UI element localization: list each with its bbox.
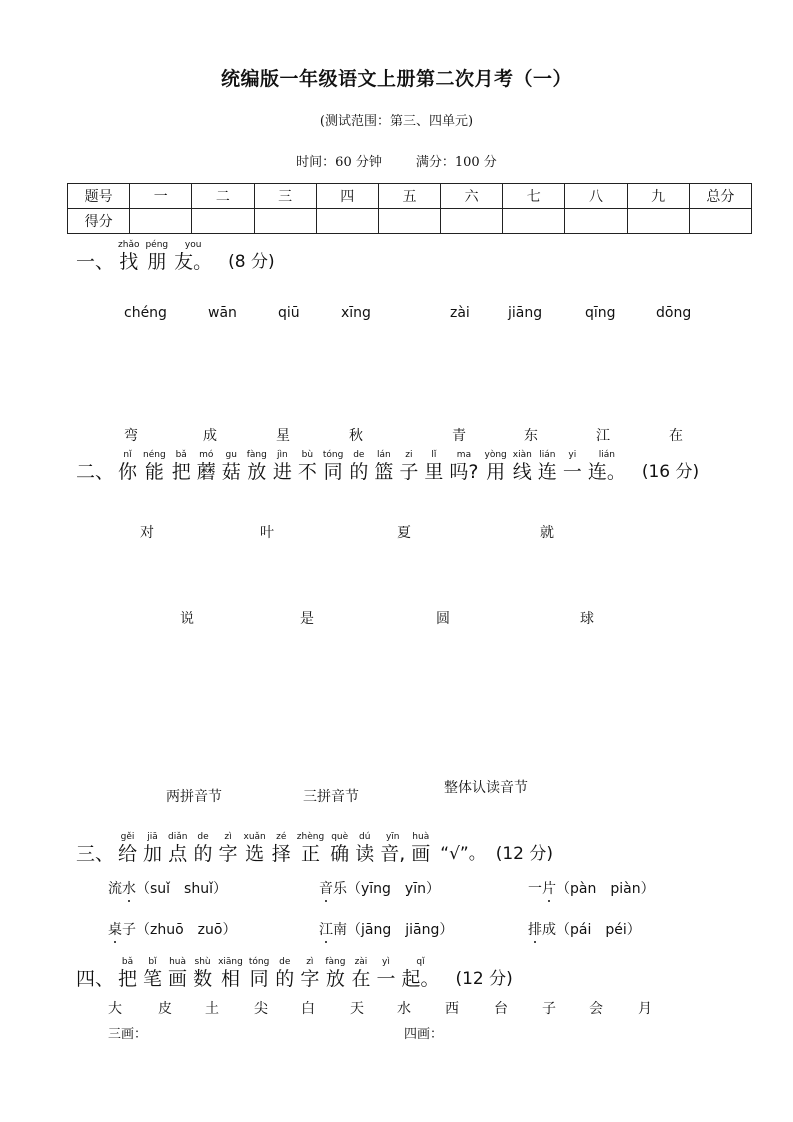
cell: 六	[441, 184, 503, 209]
four-strokes-label: 四画：	[404, 1027, 444, 1042]
score-table-header-row	[68, 184, 752, 209]
ruby-char: zì 字	[300, 957, 320, 990]
ruby-char: jìn 进	[272, 450, 292, 483]
score-cell[interactable]	[565, 209, 627, 234]
pinyin-item: jiāng	[508, 305, 543, 321]
ruby-char: gu 菇	[221, 450, 241, 483]
score-cell[interactable]	[441, 209, 503, 234]
ruby-char: xiāng 相	[218, 957, 243, 990]
ruby-char: zhèng 正	[296, 832, 325, 865]
score-cell[interactable]	[254, 209, 316, 234]
ruby-char: diǎn 点	[168, 832, 188, 865]
ruby-char: zhǎo 找	[118, 240, 140, 273]
ruby-char: de 的	[349, 450, 369, 483]
mushroom-char[interactable]: 球	[580, 611, 594, 627]
section2-heading	[76, 450, 699, 482]
hanzi-item: 成	[203, 428, 217, 444]
pinyin-item: zài	[450, 305, 470, 321]
ruby-char: zì 字	[218, 832, 238, 865]
score-cell[interactable]	[192, 209, 254, 234]
hanzi-item: 星	[276, 428, 290, 444]
ruby-char: jiā 加	[143, 832, 163, 865]
ruby-char: mó 蘑	[196, 450, 216, 483]
ruby-char: bǎ 把	[118, 957, 138, 990]
score-table	[67, 183, 752, 234]
basket-label-text: 三拼音节	[303, 789, 359, 805]
stroke-word: 土	[205, 1001, 219, 1017]
mushroom-char[interactable]: 圆	[436, 611, 450, 627]
basket-label[interactable]	[166, 786, 222, 805]
ruby-char: ma 吗?	[449, 450, 479, 483]
cell: 一	[130, 184, 192, 209]
pinyin-item: dōng	[656, 305, 692, 321]
score-cell[interactable]	[130, 209, 192, 234]
stroke-word: 水	[397, 1001, 411, 1017]
cell: 总分	[689, 184, 751, 209]
score-cell[interactable]	[627, 209, 689, 234]
reading-options[interactable]: （suǐ shuǐ）	[136, 881, 227, 897]
stroke-word: 天	[350, 1001, 364, 1017]
mushroom-char[interactable]: 就	[540, 525, 554, 541]
ruby-char: qǐ 起。	[401, 957, 440, 990]
mushroom-char[interactable]: 说	[180, 611, 194, 627]
hanzi-item: 弯	[124, 428, 138, 444]
section-number: 四、	[76, 968, 115, 990]
ruby-char: nǐ 你	[118, 450, 138, 483]
test-scope: (测试范围：第三、四单元)	[319, 114, 474, 129]
ruby-char: tóng 同	[322, 450, 344, 483]
reading-options[interactable]: （jāng jiāng）	[347, 922, 454, 938]
section-number: 二、	[76, 461, 115, 483]
ruby-char: fàng 放	[246, 450, 267, 483]
ruby-char: xiàn 线	[512, 450, 532, 483]
ruby-char: zài 在	[351, 957, 371, 990]
ruby-char: gěi 给	[118, 832, 138, 865]
mushroom-char[interactable]: 对	[140, 525, 154, 541]
stroke-word: 西	[445, 1001, 459, 1017]
ruby-char: huà 画	[411, 832, 431, 865]
section-score: (12 分)	[455, 969, 513, 989]
pinyin-item: xīng	[341, 305, 371, 321]
score-cell[interactable]	[378, 209, 440, 234]
score-cell[interactable]	[689, 209, 751, 234]
score-table-score-row	[68, 209, 752, 234]
full-score: 满分：100 分	[415, 155, 497, 170]
section-score: (12 分)	[495, 844, 554, 864]
ruby-char: huà 画	[168, 957, 188, 990]
cell: 七	[503, 184, 565, 209]
ruby-char: péng 朋	[145, 240, 169, 273]
stroke-word: 皮	[158, 1001, 172, 1017]
stroke-word: 大	[108, 1001, 122, 1017]
reading-item: 音乐（yīng yīn）	[319, 881, 440, 897]
pinyin-item: wān	[208, 305, 237, 321]
ruby-char: zi 子	[399, 450, 419, 483]
stroke-word: 子	[542, 1001, 556, 1017]
reading-item: 江南（jāng jiāng）	[319, 922, 454, 938]
hanzi-item: 青	[452, 428, 466, 444]
ruby-char: de 的	[275, 957, 295, 990]
stroke-word: 尖	[254, 1001, 268, 1017]
ruby-char: yīn 音,	[380, 832, 406, 865]
stroke-word: 月	[638, 1001, 652, 1017]
cell: 八	[565, 184, 627, 209]
time-info	[0, 151, 793, 170]
ruby-char: yi 一	[562, 450, 582, 483]
ruby-char: dú 读	[355, 832, 375, 865]
stroke-word: 会	[589, 1001, 603, 1017]
reading-item: 桌子（zhuō zuō）	[108, 922, 237, 938]
mushroom-char[interactable]: 夏	[397, 525, 411, 541]
section-score: (16 分)	[641, 462, 700, 482]
time-limit: 时间：60 分钟	[296, 155, 382, 170]
cell: 二	[192, 184, 254, 209]
section-score: (8 分)	[228, 252, 275, 272]
cell: 九	[627, 184, 689, 209]
cell: 题号	[68, 184, 130, 209]
cell: 五	[378, 184, 440, 209]
three-strokes-label: 三画：	[108, 1027, 148, 1042]
score-cell[interactable]	[316, 209, 378, 234]
section1-heading	[76, 240, 275, 272]
ruby-char: lián 连。	[587, 450, 626, 483]
section-number: 一、	[76, 251, 115, 273]
ruby-char: bǐ 笔	[143, 957, 163, 990]
stroke-word: 台	[494, 1001, 508, 1017]
stroke-word: 白	[301, 1001, 315, 1017]
reading-item: 流水（suǐ shuǐ）	[108, 881, 227, 897]
reading-options[interactable]: （pái péi）	[556, 922, 641, 938]
ruby-char: què 确	[330, 832, 350, 865]
cell: 得分	[68, 209, 130, 234]
ruby-char: you 友。	[174, 240, 213, 273]
section3-heading	[76, 832, 553, 864]
pinyin-item: chéng	[124, 305, 167, 321]
ruby-char: zé 择	[271, 832, 291, 865]
reading-options[interactable]: （yīng yīn）	[347, 881, 440, 897]
ruby-char: xuǎn 选	[243, 832, 266, 865]
hanzi-item: 东	[524, 428, 538, 444]
hanzi-item: 在	[669, 428, 683, 444]
four-strokes-answer[interactable]	[456, 1022, 676, 1040]
cell: 三	[254, 184, 316, 209]
ruby-char: tóng 同	[248, 957, 270, 990]
ruby-char: lán 篮	[374, 450, 394, 483]
hanzi-item: 江	[596, 428, 610, 444]
ruby-char: yì 一	[376, 957, 396, 990]
section4-heading	[76, 957, 513, 989]
reading-item: 排成（pái péi）	[528, 922, 641, 938]
score-cell[interactable]	[503, 209, 565, 234]
section-number: 三、	[76, 843, 115, 865]
mushroom-char[interactable]: 叶	[260, 525, 274, 541]
reading-options[interactable]: （zhuō zuō）	[136, 922, 237, 938]
cell: 四	[316, 184, 378, 209]
ruby-char: shù 数	[193, 957, 213, 990]
ruby-char: lián 连	[537, 450, 557, 483]
ruby-char: fàng 放	[325, 957, 346, 990]
checkmark-instruction: “√”。	[440, 844, 486, 864]
pinyin-item: qiū	[278, 305, 300, 321]
ruby-char: néng 能	[143, 450, 166, 483]
reading-options[interactable]: （pàn piàn）	[556, 881, 655, 897]
three-strokes-answer[interactable]	[160, 1022, 380, 1040]
pinyin-item: qīng	[585, 305, 616, 321]
page-title: 统编版一年级语文上册第二次月考（一）	[220, 68, 572, 90]
ruby-char: lǐ 里	[424, 450, 444, 483]
basket-label[interactable]	[303, 786, 359, 805]
basket-label-text: 两拼音节	[166, 789, 222, 805]
ruby-char: bù 不	[297, 450, 317, 483]
hanzi-item: 秋	[349, 428, 363, 444]
ruby-char: bǎ 把	[171, 450, 191, 483]
mushroom-char[interactable]: 是	[300, 611, 314, 627]
basket-label[interactable]: 整体认读音节	[444, 780, 528, 796]
reading-item: 一片（pàn piàn）	[528, 881, 655, 897]
ruby-char: yòng 用	[484, 450, 507, 483]
ruby-char: de 的	[193, 832, 213, 865]
